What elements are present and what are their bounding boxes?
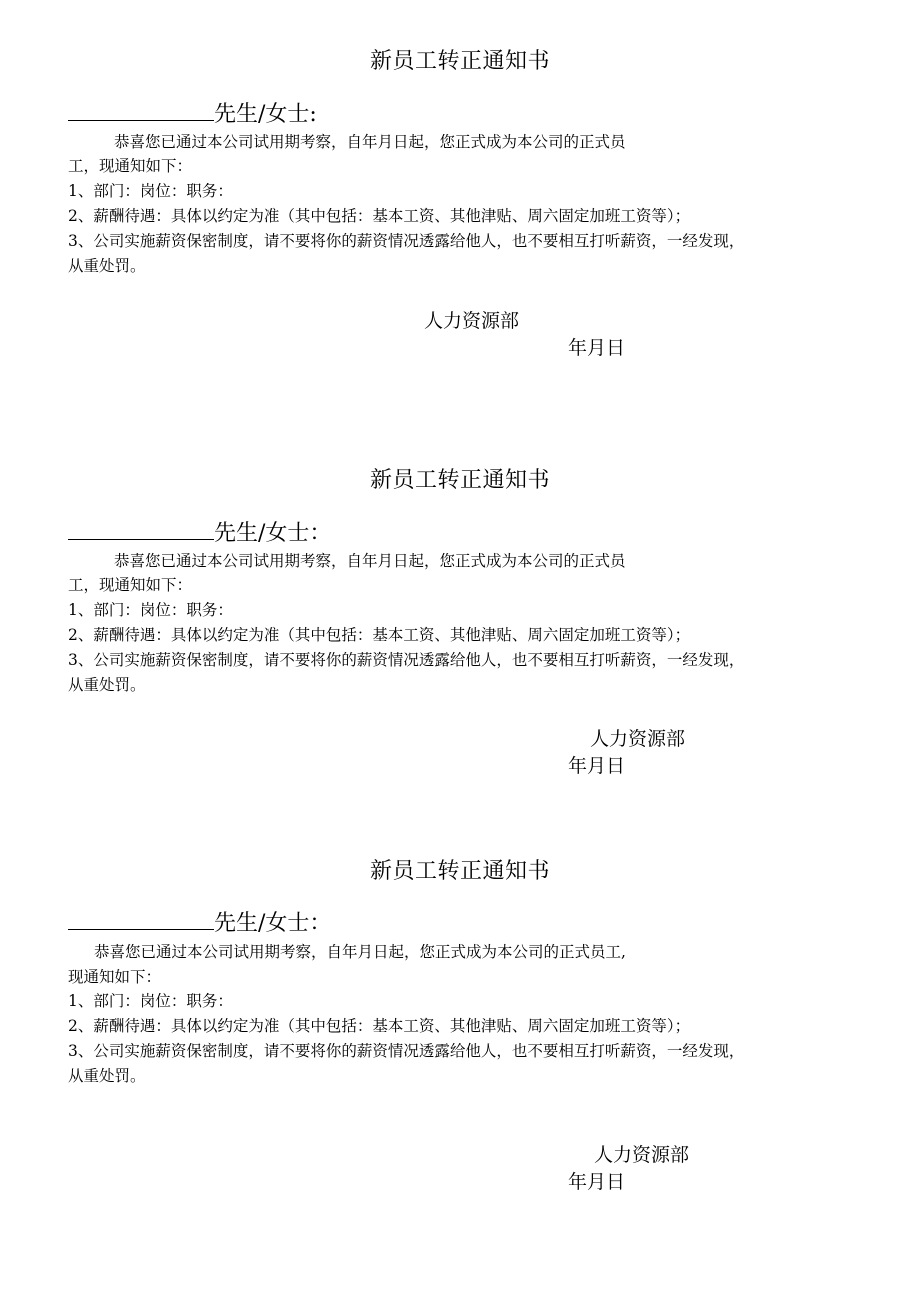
notice-2-title: 新员工转正通知书: [369, 468, 550, 493]
notice-2-intro-line2: 工，现通知如下：: [68, 576, 193, 594]
notice-3-intro-line1: 恭喜您已通过本公司试用期考察，自年月日起，您正式成为本公司的正式员工,: [94, 943, 626, 961]
name-blank-line: [68, 100, 214, 121]
notice-2-date: 年月日: [568, 755, 626, 777]
notice-3-department: 人力资源部: [594, 1144, 690, 1166]
notice-1-department: 人力资源部: [424, 310, 520, 332]
salutation-text: 先生/女士：: [214, 911, 332, 936]
notice-1-title: 新员工转正通知书: [369, 49, 550, 74]
notice-3-title: 新员工转正通知书: [369, 859, 550, 884]
notice-2-intro-line1: 恭喜您已通过本公司试用期考察，自年月日起，您正式成为本公司的正式员: [114, 552, 626, 570]
notice-3-item-salary: 2、薪酬待遇：具体以约定为准（其中包括：基本工资、其他津贴、周六固定加班工资等）；: [68, 1017, 691, 1035]
notice-3-item-department: 1、部门：岗位：职务：: [68, 992, 233, 1010]
notice-3-intro-line2: 现通知如下：: [68, 968, 162, 986]
notice-2-item-salary: 2、薪酬待遇：具体以约定为准（其中包括：基本工资、其他津贴、周六固定加班工资等）；: [68, 626, 691, 644]
notice-2-department: 人力资源部: [590, 728, 686, 750]
notice-1-salutation: [68, 100, 317, 129]
notice-1-intro-line2: 工，现通知如下：: [68, 157, 193, 175]
notice-1-item-department: 1、部门：岗位：职务：: [68, 182, 233, 200]
notice-3-salutation: [68, 909, 331, 938]
notice-2-item-confidential-cont: 从重处罚。: [68, 676, 146, 694]
salutation-text: 先生/女士：: [214, 521, 332, 546]
name-blank-line: [68, 909, 214, 930]
notice-1-item-confidential-cont: 从重处罚。: [68, 257, 146, 275]
notice-1-item-salary: 2、薪酬待遇：具体以约定为准（其中包括：基本工资、其他津贴、周六固定加班工资等）；: [68, 207, 691, 225]
notice-1-date: 年月日: [568, 337, 626, 359]
notice-2-item-confidential: 3、公司实施薪资保密制度，请不要将你的薪资情况透露给他人，也不要相互打听薪资，一经发现，: [68, 651, 745, 669]
notice-3-item-confidential-cont: 从重处罚。: [68, 1067, 146, 1085]
notice-1-item-confidential: 3、公司实施薪资保密制度，请不要将你的薪资情况透露给他人，也不要相互打听薪资，一经发现，: [68, 232, 745, 250]
notice-3-item-confidential: 3、公司实施薪资保密制度，请不要将你的薪资情况透露给他人，也不要相互打听薪资，一经发现，: [68, 1042, 745, 1060]
notice-2-item-department: 1、部门：岗位：职务：: [68, 601, 233, 619]
salutation-text: 先生/女士:: [214, 102, 317, 127]
notice-1-intro-line1: 恭喜您已通过本公司试用期考察，自年月日起，您正式成为本公司的正式员: [114, 133, 626, 151]
notice-2-salutation: [68, 519, 331, 548]
name-blank-line: [68, 519, 214, 540]
notice-3-date: 年月日: [568, 1171, 626, 1193]
